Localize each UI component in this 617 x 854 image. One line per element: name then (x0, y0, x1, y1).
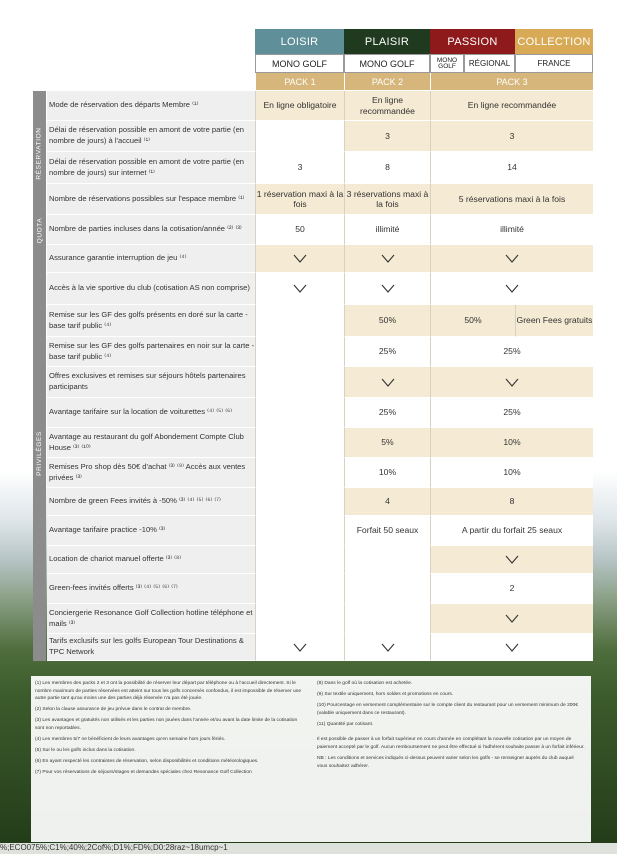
checkmark-icon (293, 284, 307, 293)
section-label-text: QUOTA (36, 217, 44, 243)
sub-header-regional: RÉGIONAL (464, 54, 515, 73)
row-label: Avantage tarifaire practice -10% ⁽³⁾ (47, 516, 255, 546)
pack2-check (344, 273, 430, 305)
footnote: Il est possible de passer à un forfait supérieur en cours d'année en complétant la nouvelle cotisation par un moyen de paiement accepté par le golf. Aucun remboursement ne peut être effectué si l'adhérent souhaite passer à un forfait inférieur. (317, 737, 585, 751)
table-row (47, 604, 593, 634)
table-row (47, 273, 593, 305)
row-label: Remises Pro shop dès 50€ d'achat ⁽³⁾ ⁽⁹⁾ Accès aux ventes privées ⁽³⁾ (47, 458, 255, 488)
pack2-value: 25% (344, 398, 430, 428)
pack2-value: illimité (344, 215, 430, 245)
pack2-value (344, 546, 430, 574)
pack-1-header: PACK 1 (255, 73, 344, 90)
pack2-value: 5% (344, 428, 430, 458)
pack1-value: En ligne obligatoire (255, 91, 344, 121)
pack1-value: 3 (255, 152, 344, 184)
table-row (47, 305, 593, 337)
pack1-check (255, 245, 344, 273)
table-row (47, 337, 593, 367)
footnote: (7) Pour vos réservations de séjours/stages et demandes spéciales chez Resonance Golf Collection (35, 770, 252, 776)
tier-header-loisir: LOISIR (255, 29, 344, 54)
pack3-check (430, 546, 593, 574)
pack1-value: 50 (255, 215, 344, 245)
pack2-value: 10% (344, 458, 430, 488)
table-row (47, 91, 593, 121)
row-label: Remise sur les GF des golfs présents en doré sur la carte - base tarif public ⁽⁴⁾ (47, 305, 255, 337)
pack3-value: 2 (430, 574, 593, 604)
footnote: (10) Pourcentage en versement complémentaire sur le compte client du restaurant pour un versement minimum de 200€ (valable uniquement dans ce restaurant). (317, 703, 578, 716)
pack3-check (430, 245, 593, 273)
pack3-value: 8 (430, 488, 593, 516)
pack2-value: 4 (344, 488, 430, 516)
pack1-value: 1 réservation maxi à la fois (255, 184, 344, 215)
footer-code: %;ECO075%;C1%;40%;2Cof%;D1%;FD%;D0:28raz~18umcp~1 (0, 843, 617, 854)
table-row (47, 488, 593, 516)
row-label: Conciergerie Resonance Golf Collection hotline téléphone et mails ⁽³⁾ (47, 604, 255, 634)
footnote: (5) Sur le ou les golfs inclus dans la cotisation. (35, 748, 136, 754)
table-row (47, 458, 593, 488)
checkmark-icon (505, 614, 519, 623)
pack3-value: 14 (430, 152, 593, 184)
pack2-value: 3 réservations maxi à la fois (344, 184, 430, 215)
pack3-value: 10% (430, 428, 593, 458)
pack2-value (344, 604, 430, 634)
pack2-check (344, 245, 430, 273)
row-label: Assurance garantie interruption de jeu ⁽⁴⁾ (47, 245, 255, 273)
pack1-value (255, 398, 344, 428)
checkmark-icon (381, 284, 395, 293)
table-row (47, 245, 593, 273)
footnote: NB : Les conditions et services indiqués ci-dessus peuvent varier selon les golfs - se renseigner auprès du club auquel vous souhaitez adhérer. (317, 756, 574, 769)
table-row (47, 574, 593, 604)
footnote: (4) Les membres 5/7 ne bénéficient de leurs avantages qu'en semaine hors jours fériés. (35, 737, 226, 743)
pack3-check (430, 367, 593, 398)
sub-header-mono-golf: MONO GOLF (430, 54, 464, 73)
checkmark-icon (505, 284, 519, 293)
pack2-value (344, 574, 430, 604)
footnote: (1) Les membres des packs 2 et 3 ont la possibilité de réserver leur départ par téléphone ou à l'accueil directement. Si le nombre maximum de parties réservées est atteint sur tous les golfs concernés confondus, il est impossible de réserver une autre partie tant qu'au moins une des parties déjà réservée n'a pas été jouée. (35, 681, 302, 702)
checkmark-icon (381, 254, 395, 263)
pack3-check (430, 273, 593, 305)
row-label: Mode de réservation des départs Membre ⁽¹⁾ (47, 91, 255, 121)
footnote: (2) Selon la clause assurance de jeu prévue dans le contrat de membre. (35, 707, 192, 713)
checkmark-icon (381, 643, 395, 652)
checkmark-icon (505, 555, 519, 564)
row-label: Remise sur les GF des golfs partenaires en noir sur la carte - base tarif public ⁽⁴⁾ (47, 337, 255, 367)
row-label: Offres exclusives et remises sur séjours hôtels partenaires participants (47, 367, 255, 398)
pack3-value: 3 (430, 121, 593, 152)
pack1-value (255, 305, 344, 337)
pack3-value: En ligne recommandée (430, 91, 593, 121)
checkmark-icon (381, 378, 395, 387)
pack2-value: En ligne recommandée (344, 91, 430, 121)
pack2-value: 25% (344, 337, 430, 367)
row-label: Délai de réservation possible en amont de votre partie (en nombre de jours) à l'accueil ⁽¹⁾ (47, 121, 255, 152)
pack1-value (255, 337, 344, 367)
row-label: Nombre de parties incluses dans la cotisation/année ⁽²⁾ ⁽³⁾ (47, 215, 255, 245)
pack3-value: illimité (430, 215, 593, 245)
table-row (47, 398, 593, 428)
pack1-value (255, 121, 344, 152)
pack1-value (255, 367, 344, 398)
section-label-quota (33, 215, 46, 245)
checkmark-icon (505, 643, 519, 652)
pack2-value: 50% (344, 305, 430, 337)
pack3-regional-value: 50% (430, 305, 515, 337)
table-row (47, 184, 593, 215)
pack3-value: A partir du forfait 25 seaux (430, 516, 593, 546)
table-row (47, 634, 593, 661)
footnote: (11) Quantité par cotisant. (317, 721, 374, 727)
pack3-check (430, 634, 593, 661)
tier-header-collection: COLLECTION (515, 29, 593, 54)
sub-header-mono-golf: MONO GOLF (255, 54, 344, 73)
pack3-value: 25% (430, 398, 593, 428)
section-label-text: PRIVILÈGES (36, 430, 43, 476)
row-label: Green-fees invités offerts ⁽³⁾ ⁽⁴⁾ ⁽⁵⁾ ⁽⁶⁾ ⁽⁷⁾ (47, 574, 255, 604)
row-label: Location de chariot manuel offerte ⁽³⁾ ⁽⁸⁾ (47, 546, 255, 574)
footnotes-right-column (317, 680, 585, 774)
footnote: (8) Dans le golf où la cotisation est achetée. (317, 681, 413, 686)
pack2-value: Forfait 50 seaux (344, 516, 430, 546)
footnote: (9) Sur textile uniquement, hors soldes et promotions en cours. (317, 692, 454, 698)
pack1-value (255, 428, 344, 458)
pack3-value: 25% (430, 337, 593, 367)
pack3-value: 10% (430, 458, 593, 488)
table-row (47, 428, 593, 458)
row-label: Avantage au restaurant du golf Abondement Compte Club House ⁽³⁾ ⁽¹⁰⁾ (47, 428, 255, 458)
pack3-france-value: Green Fees gratuits (515, 305, 593, 337)
checkmark-icon (505, 378, 519, 387)
tier-header-passion: PASSION (430, 29, 515, 54)
table-row (47, 215, 593, 245)
sub-header-mono-golf: MONO GOLF (344, 54, 430, 73)
row-label: Tarifs exclusifs sur les golfs European Tour Destinations & TPC Network (47, 634, 255, 661)
footnote: (6) En ayant respecté les contraintes de réservation, selon disponibilités et conditions météorologiques. (35, 759, 259, 765)
footnote: (3) Les avantages et gratuités non utilisés et les parties non jouées dans l'année et/ou avant la date limite de la cotisation sont non reportables. (35, 718, 298, 731)
pack1-value (255, 488, 344, 516)
section-label-reservation (33, 91, 46, 215)
pack2-value: 8 (344, 152, 430, 184)
footnotes-panel (31, 676, 591, 842)
pack2-value: 3 (344, 121, 430, 152)
row-label: Délai de réservation possible en amont de votre partie (en nombre de jours) sur internet ⁽¹⁾ (47, 152, 255, 184)
table-row (47, 516, 593, 546)
pack-3-header: PACK 3 (430, 73, 593, 90)
checkmark-icon (293, 643, 307, 652)
table-row (47, 546, 593, 574)
section-label-privileges (33, 245, 46, 661)
pack1-check (255, 273, 344, 305)
row-label: Nombre de green Fees invités à -50% ⁽³⁾ ⁽⁴⁾ ⁽⁵⁾ ⁽⁶⁾ ⁽⁷⁾ (47, 488, 255, 516)
pack3-value: 5 réservations maxi à la fois (430, 184, 593, 215)
pack1-value (255, 546, 344, 574)
pack1-value (255, 574, 344, 604)
pack1-value (255, 604, 344, 634)
footnotes-left-column (35, 680, 303, 780)
sub-header-france: FRANCE (515, 54, 593, 73)
row-label: Accès à la vie sportive du club (cotisation AS non comprise) (47, 273, 255, 305)
table-row (47, 121, 593, 152)
row-label: Avantage tarifaire sur la location de voiturettes ⁽⁴⁾ ⁽⁵⁾ ⁽⁶⁾ (47, 398, 255, 428)
checkmark-icon (293, 254, 307, 263)
table-row (47, 152, 593, 184)
pack-2-header: PACK 2 (344, 73, 430, 90)
checkmark-icon (505, 254, 519, 263)
table-row (47, 367, 593, 398)
pack3-check (430, 604, 593, 634)
pack2-check (344, 634, 430, 661)
row-label: Nombre de réservations possibles sur l'espace membre ⁽¹⁾ (47, 184, 255, 215)
pack2-check (344, 367, 430, 398)
pack1-value (255, 516, 344, 546)
pack1-value (255, 458, 344, 488)
pack1-check (255, 634, 344, 661)
tier-header-plaisir: PLAISIR (344, 29, 430, 54)
section-label-text: RÉSERVATION (36, 126, 43, 180)
